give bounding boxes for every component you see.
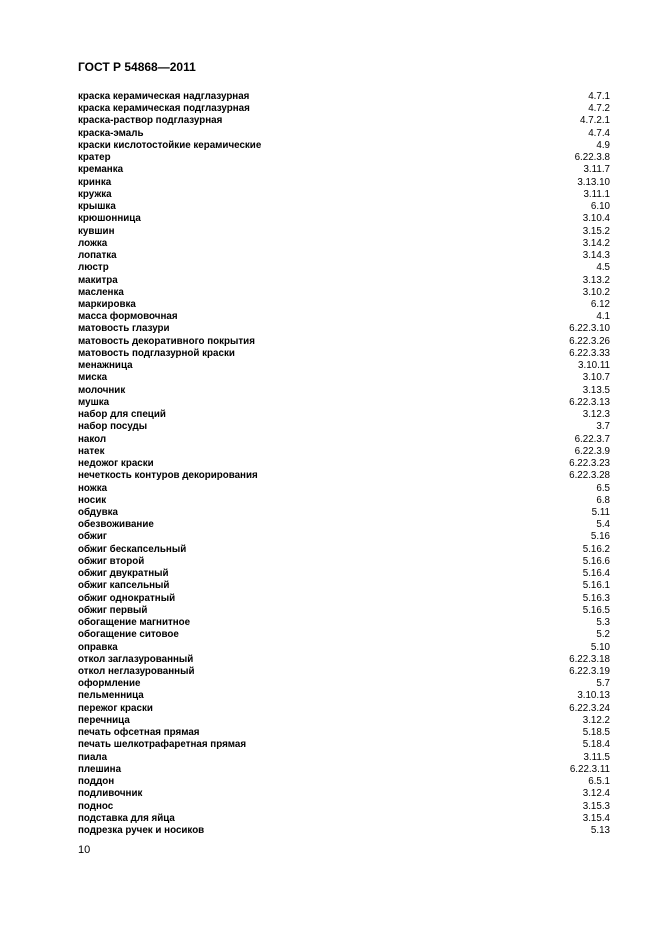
entry-term: печать офсетная прямая xyxy=(78,727,200,739)
entry-term: ложка xyxy=(78,237,108,249)
index-entry xyxy=(78,629,610,641)
entry-term: кружка xyxy=(78,188,112,200)
entry-reference: 6.12 xyxy=(590,298,610,310)
entry-reference: 5.4 xyxy=(596,519,610,531)
entry-reference: 4.1 xyxy=(596,311,610,323)
document-header: ГОСТ Р 54868—2011 xyxy=(78,60,196,74)
entry-term: обогащение магнитное xyxy=(78,617,191,629)
entry-term: кувшин xyxy=(78,225,115,237)
entry-reference: 3.13.2 xyxy=(582,274,610,286)
index-entry xyxy=(78,654,610,666)
entry-term: обогащение ситовое xyxy=(78,629,179,641)
entry-reference: 5.16.4 xyxy=(582,568,610,580)
entry-reference: 4.5 xyxy=(596,262,610,274)
entry-term: краска-раствор подглазурная xyxy=(78,115,223,127)
entry-term: креманка xyxy=(78,164,124,176)
index-entry xyxy=(78,287,610,299)
entry-term: нечеткость контуров декорирования xyxy=(78,470,258,482)
entry-reference: 3.13.5 xyxy=(582,384,610,396)
entry-reference: 5.2 xyxy=(596,629,610,641)
index-entry xyxy=(78,507,610,519)
index-entry xyxy=(78,189,610,201)
entry-term: кратер xyxy=(78,152,111,164)
entry-term: миска xyxy=(78,372,108,384)
index-entry xyxy=(78,642,610,654)
entry-term: поднос xyxy=(78,800,114,812)
index-entry xyxy=(78,825,610,837)
entry-reference: 3.11.7 xyxy=(583,164,610,176)
index-entry xyxy=(78,544,610,556)
entry-reference: 3.14.3 xyxy=(582,250,610,262)
index-entry xyxy=(78,360,610,372)
entry-reference: 6.22.3.26 xyxy=(569,335,610,347)
entry-term: матовость глазури xyxy=(78,323,170,335)
index-entry xyxy=(78,250,610,262)
entry-term: откол неглазурованный xyxy=(78,666,195,678)
entry-reference: 5.7 xyxy=(596,678,610,690)
entry-term: оправка xyxy=(78,641,118,653)
entry-reference: 4.7.4 xyxy=(588,127,610,139)
entry-reference: 5.3 xyxy=(596,617,610,629)
entry-reference: 6.22.3.9 xyxy=(574,445,610,457)
entry-reference: 6.22.3.8 xyxy=(574,152,610,164)
entry-reference: 6.5 xyxy=(596,482,610,494)
entry-term: краска-эмаль xyxy=(78,127,144,139)
entry-reference: 6.22.3.10 xyxy=(569,323,610,335)
entry-reference: 6.5.1 xyxy=(588,776,610,788)
entry-term: обезвоживание xyxy=(78,519,154,531)
entry-reference: 4.7.1 xyxy=(588,91,610,102)
entry-reference: 6.22.3.7 xyxy=(574,433,610,445)
entry-term: матовость подглазурной краски xyxy=(78,347,235,359)
entry-reference: 6.22.3.33 xyxy=(569,347,610,359)
index-entry xyxy=(78,519,610,531)
entry-term: краска керамическая подглазурная xyxy=(78,103,250,115)
entry-reference: 5.16.3 xyxy=(582,592,610,604)
entry-term: обжиг первый xyxy=(78,604,148,616)
entry-reference: 6.22.3.18 xyxy=(569,653,610,665)
entry-term: маркировка xyxy=(78,298,136,310)
index-entry xyxy=(78,813,610,825)
index-entry xyxy=(78,531,610,543)
entry-reference: 3.11.1 xyxy=(583,188,610,200)
index-entry xyxy=(78,238,610,250)
index-entry xyxy=(78,311,610,323)
entry-reference: 3.10.7 xyxy=(582,372,610,384)
entry-term: лопатка xyxy=(78,250,117,262)
index-entry xyxy=(78,226,610,238)
entry-reference: 3.10.2 xyxy=(582,286,610,298)
entry-term: обжиг xyxy=(78,531,107,543)
entry-term: печать шелкотрафаретная прямая xyxy=(78,739,247,751)
entry-reference: 6.22.3.19 xyxy=(569,666,610,678)
entry-reference: 5.13 xyxy=(590,825,610,837)
index-entry xyxy=(78,678,610,690)
entry-reference: 5.16.6 xyxy=(582,555,610,567)
entry-term: макитра xyxy=(78,274,118,286)
entry-reference: 6.10 xyxy=(590,201,610,213)
entry-term: подставка для яйца xyxy=(78,812,175,824)
index-entry xyxy=(78,458,610,470)
index-entry xyxy=(78,446,610,458)
index-entry xyxy=(78,409,610,421)
index-entry xyxy=(78,201,610,213)
entry-term: масленка xyxy=(78,286,124,298)
index-entry xyxy=(78,788,610,800)
index-entry xyxy=(78,690,610,702)
entry-term: подливочник xyxy=(78,788,143,800)
index-entry xyxy=(78,556,610,568)
entry-reference: 5.16.2 xyxy=(582,543,610,555)
index-entry xyxy=(78,727,610,739)
index-entry xyxy=(78,580,610,592)
entry-term: краска керамическая надглазурная xyxy=(78,91,250,102)
entry-term: обжиг капсельный xyxy=(78,580,170,592)
entry-reference: 5.16 xyxy=(590,531,610,543)
entry-reference: 3.12.3 xyxy=(582,409,610,421)
entry-reference: 5.16.5 xyxy=(582,604,610,616)
index-entry xyxy=(78,152,610,164)
entry-reference: 5.16.1 xyxy=(582,580,610,592)
index-entry xyxy=(78,776,610,788)
entry-term: молочник xyxy=(78,384,126,396)
entry-term: плешина xyxy=(78,763,122,775)
entry-reference: 6.8 xyxy=(596,494,610,506)
index-entry xyxy=(78,397,610,409)
index-entry xyxy=(78,617,610,629)
entry-term: менажница xyxy=(78,360,133,372)
entry-term: обжиг бескапсельный xyxy=(78,543,187,555)
index-entry xyxy=(78,703,610,715)
entry-term: обжиг однократный xyxy=(78,592,176,604)
index-entry xyxy=(78,164,610,176)
index-entry xyxy=(78,752,610,764)
index-entry xyxy=(78,470,610,482)
entry-reference: 3.15.3 xyxy=(582,800,610,812)
entry-term: пельменница xyxy=(78,690,144,702)
entry-term: крюшонница xyxy=(78,213,141,225)
index-entry xyxy=(78,140,610,152)
index-entry xyxy=(78,128,610,140)
index-entry xyxy=(78,385,610,397)
entry-reference: 3.12.2 xyxy=(582,714,610,726)
index-entry xyxy=(78,299,610,311)
entry-reference: 3.10.11 xyxy=(578,360,610,372)
index-entry xyxy=(78,605,610,617)
entry-term: набор посуды xyxy=(78,421,148,433)
entry-term: краски кислотостойкие керамические xyxy=(78,139,262,151)
entry-reference: 4.9 xyxy=(596,139,610,151)
entry-reference: 3.10.13 xyxy=(577,690,610,702)
entry-reference: 6.22.3.11 xyxy=(569,763,610,775)
entry-reference: 6.22.3.24 xyxy=(569,702,610,714)
index-entry xyxy=(78,262,610,274)
index-entry xyxy=(78,593,610,605)
index-entry xyxy=(78,372,610,384)
entry-term: масса формовочная xyxy=(78,311,178,323)
index-entry xyxy=(78,666,610,678)
entry-reference: 3.7 xyxy=(596,421,610,433)
entry-reference: 6.22.3.13 xyxy=(569,396,610,408)
entry-reference: 6.22.3.28 xyxy=(569,470,610,482)
entry-reference: 5.18.4 xyxy=(582,739,610,751)
page-number: 10 xyxy=(78,844,91,856)
entry-term: набор для специй xyxy=(78,409,166,421)
entry-reference: 3.14.2 xyxy=(582,237,610,249)
entry-reference: 3.13.10 xyxy=(577,176,610,188)
index-entry xyxy=(78,739,610,751)
entry-reference: 4.7.2.1 xyxy=(580,115,610,127)
entry-term: матовость декоративного покрытия xyxy=(78,335,255,347)
entry-reference: 3.11.5 xyxy=(583,751,610,763)
index-entry xyxy=(78,764,610,776)
index-entry xyxy=(78,483,610,495)
entry-term: натек xyxy=(78,445,105,457)
index-entry xyxy=(78,495,610,507)
index-entry xyxy=(78,336,610,348)
entry-term: накол xyxy=(78,433,107,445)
index-entry xyxy=(78,115,610,127)
index-entry xyxy=(78,421,610,433)
entry-term: обжиг второй xyxy=(78,555,145,567)
entry-term: носик xyxy=(78,494,107,506)
entry-reference: 6.22.3.23 xyxy=(569,458,610,470)
entry-term: обдувка xyxy=(78,506,118,518)
index-entry xyxy=(78,348,610,360)
entry-term: недожог краски xyxy=(78,458,154,470)
entry-term: ножка xyxy=(78,482,108,494)
index-entry xyxy=(78,568,610,580)
entry-term: люстр xyxy=(78,262,109,274)
index-entry xyxy=(78,323,610,335)
entry-reference: 3.15.2 xyxy=(582,225,610,237)
entry-term: пиала xyxy=(78,751,108,763)
entry-term: крышка xyxy=(78,201,116,213)
entry-reference: 3.10.4 xyxy=(582,213,610,225)
index-entry xyxy=(78,213,610,225)
index-entry xyxy=(78,434,610,446)
index-entry xyxy=(78,715,610,727)
entry-reference: 4.7.2 xyxy=(588,103,610,115)
term-index-list xyxy=(78,91,610,837)
index-entry xyxy=(78,91,610,103)
index-entry xyxy=(78,177,610,189)
entry-reference: 5.18.5 xyxy=(582,727,610,739)
entry-term: оформление xyxy=(78,678,141,690)
index-entry xyxy=(78,801,610,813)
entry-reference: 5.10 xyxy=(590,641,610,653)
entry-term: кринка xyxy=(78,176,112,188)
entry-term: обжиг двукратный xyxy=(78,568,169,580)
entry-reference: 3.15.4 xyxy=(582,812,610,824)
entry-term: перечница xyxy=(78,714,130,726)
entry-term: поддон xyxy=(78,776,115,788)
entry-reference: 5.11 xyxy=(591,506,610,518)
entry-term: откол заглазурованный xyxy=(78,653,194,665)
index-entry xyxy=(78,275,610,287)
index-entry xyxy=(78,103,610,115)
entry-term: подрезка ручек и носиков xyxy=(78,825,205,837)
entry-term: мушка xyxy=(78,396,110,408)
entry-term: пережог краски xyxy=(78,702,153,714)
entry-reference: 3.12.4 xyxy=(582,788,610,800)
